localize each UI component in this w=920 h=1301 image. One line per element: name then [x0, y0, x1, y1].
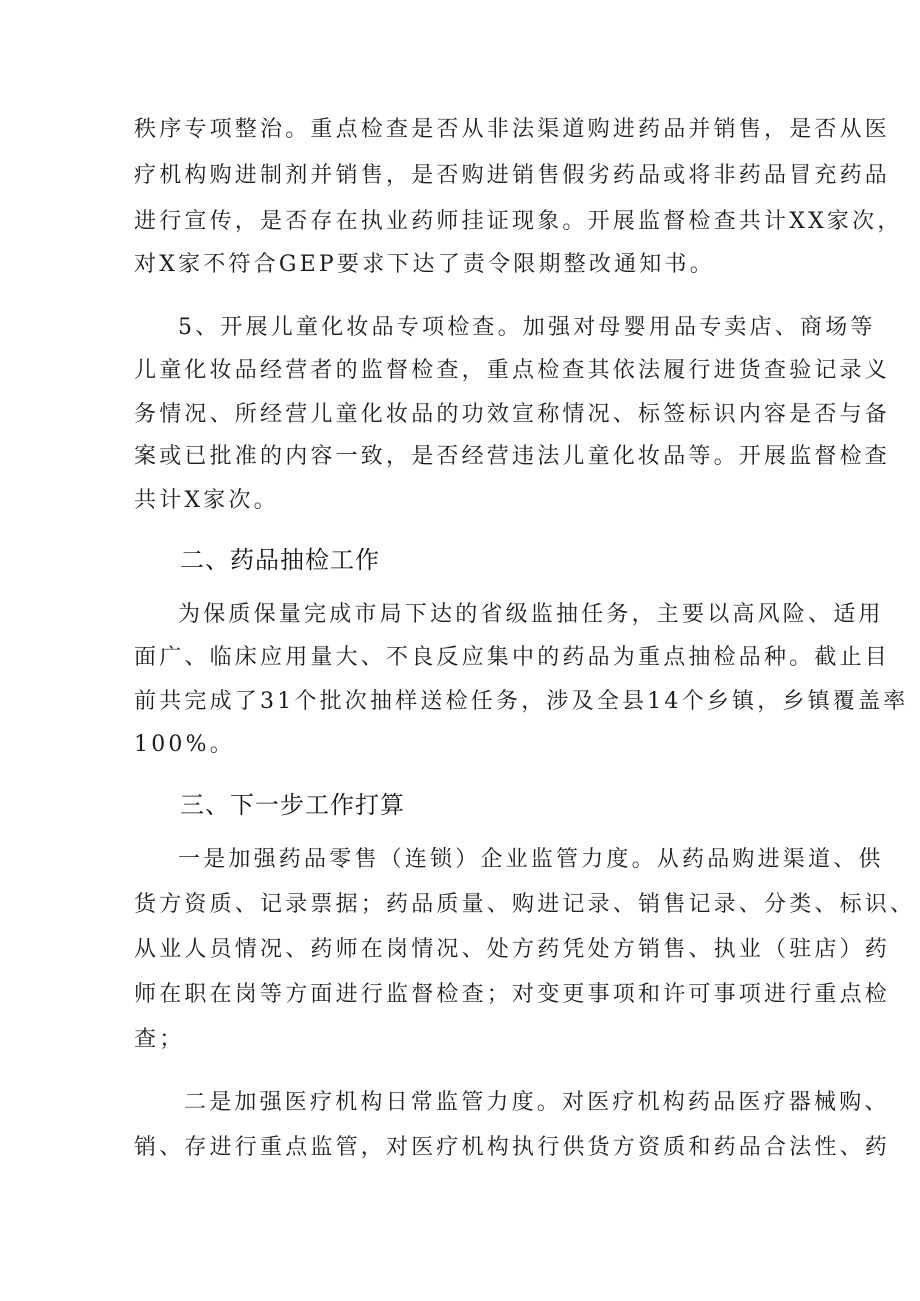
text-line: 销、存进行重点监管，对医疗机构执行供货方资质和药品合法性、药 [134, 1135, 891, 1160]
text-line: 二是加强医疗机构日常监管力度。对医疗机构药品医疗器械购、 [184, 1090, 890, 1115]
text-line: 疗机构购进制剂并销售，是否购进销售假劣药品或将非药品冒充药品 [134, 163, 891, 188]
text-line: 案或已批准的内容一致，是否经营违法儿童化妆品等。开展监督检查 [134, 444, 891, 469]
text-line: 查； [134, 1027, 185, 1052]
text-line: 从业人员情况、药师在岗情况、处方药凭处方销售、执业（驻店）药 [134, 937, 891, 962]
text-line: 共计X家次。 [134, 488, 279, 513]
text-line: 面广、临床应用量大、不良反应集中的药品为重点抽检品种。截止目 [134, 645, 891, 670]
section-heading-drug-sampling: 二、药品抽检工作 [180, 546, 380, 574]
text-line: 进行宣传，是否存在执业药师挂证现象。开展监督检查共计XX家次， [134, 209, 903, 234]
text-line: 货方资质、记录票据；药品质量、购进记录、销售记录、分类、标识、 [134, 892, 916, 917]
text-line: 师在职在岗等方面进行监督检查；对变更事项和许可事项进行重点检 [134, 982, 891, 1007]
text-line: 秩序专项整治。重点检查是否从非法渠道购进药品并销售，是否从医 [134, 117, 891, 142]
text-line: 5、开展儿童化妆品专项检查。加强对母婴用品专卖店、商场等 [178, 315, 876, 340]
section-heading-next-steps: 三、下一步工作打算 [180, 791, 405, 819]
text-line: 儿童化妆品经营者的监督检查，重点检查其依法履行进货查验记录义 [134, 358, 891, 383]
text-line: 为保质保量完成市局下达的省级监抽任务，主要以高风险、适用 [178, 602, 884, 627]
text-line: 一是加强药品零售（连锁）企业监管力度。从药品购进渠道、供 [178, 847, 884, 872]
text-line: 100%。 [134, 732, 235, 757]
text-line: 务情况、所经营儿童化妆品的功效宣称情况、标签标识内容是否与备 [134, 402, 891, 427]
text-line: 对X家不符合GΕP要求下达了责令限期整改通知书。 [134, 252, 715, 277]
text-line: 前共完成了31个批次抽样送检任务，涉及全县14个乡镇，乡镇覆盖率 [134, 689, 909, 714]
